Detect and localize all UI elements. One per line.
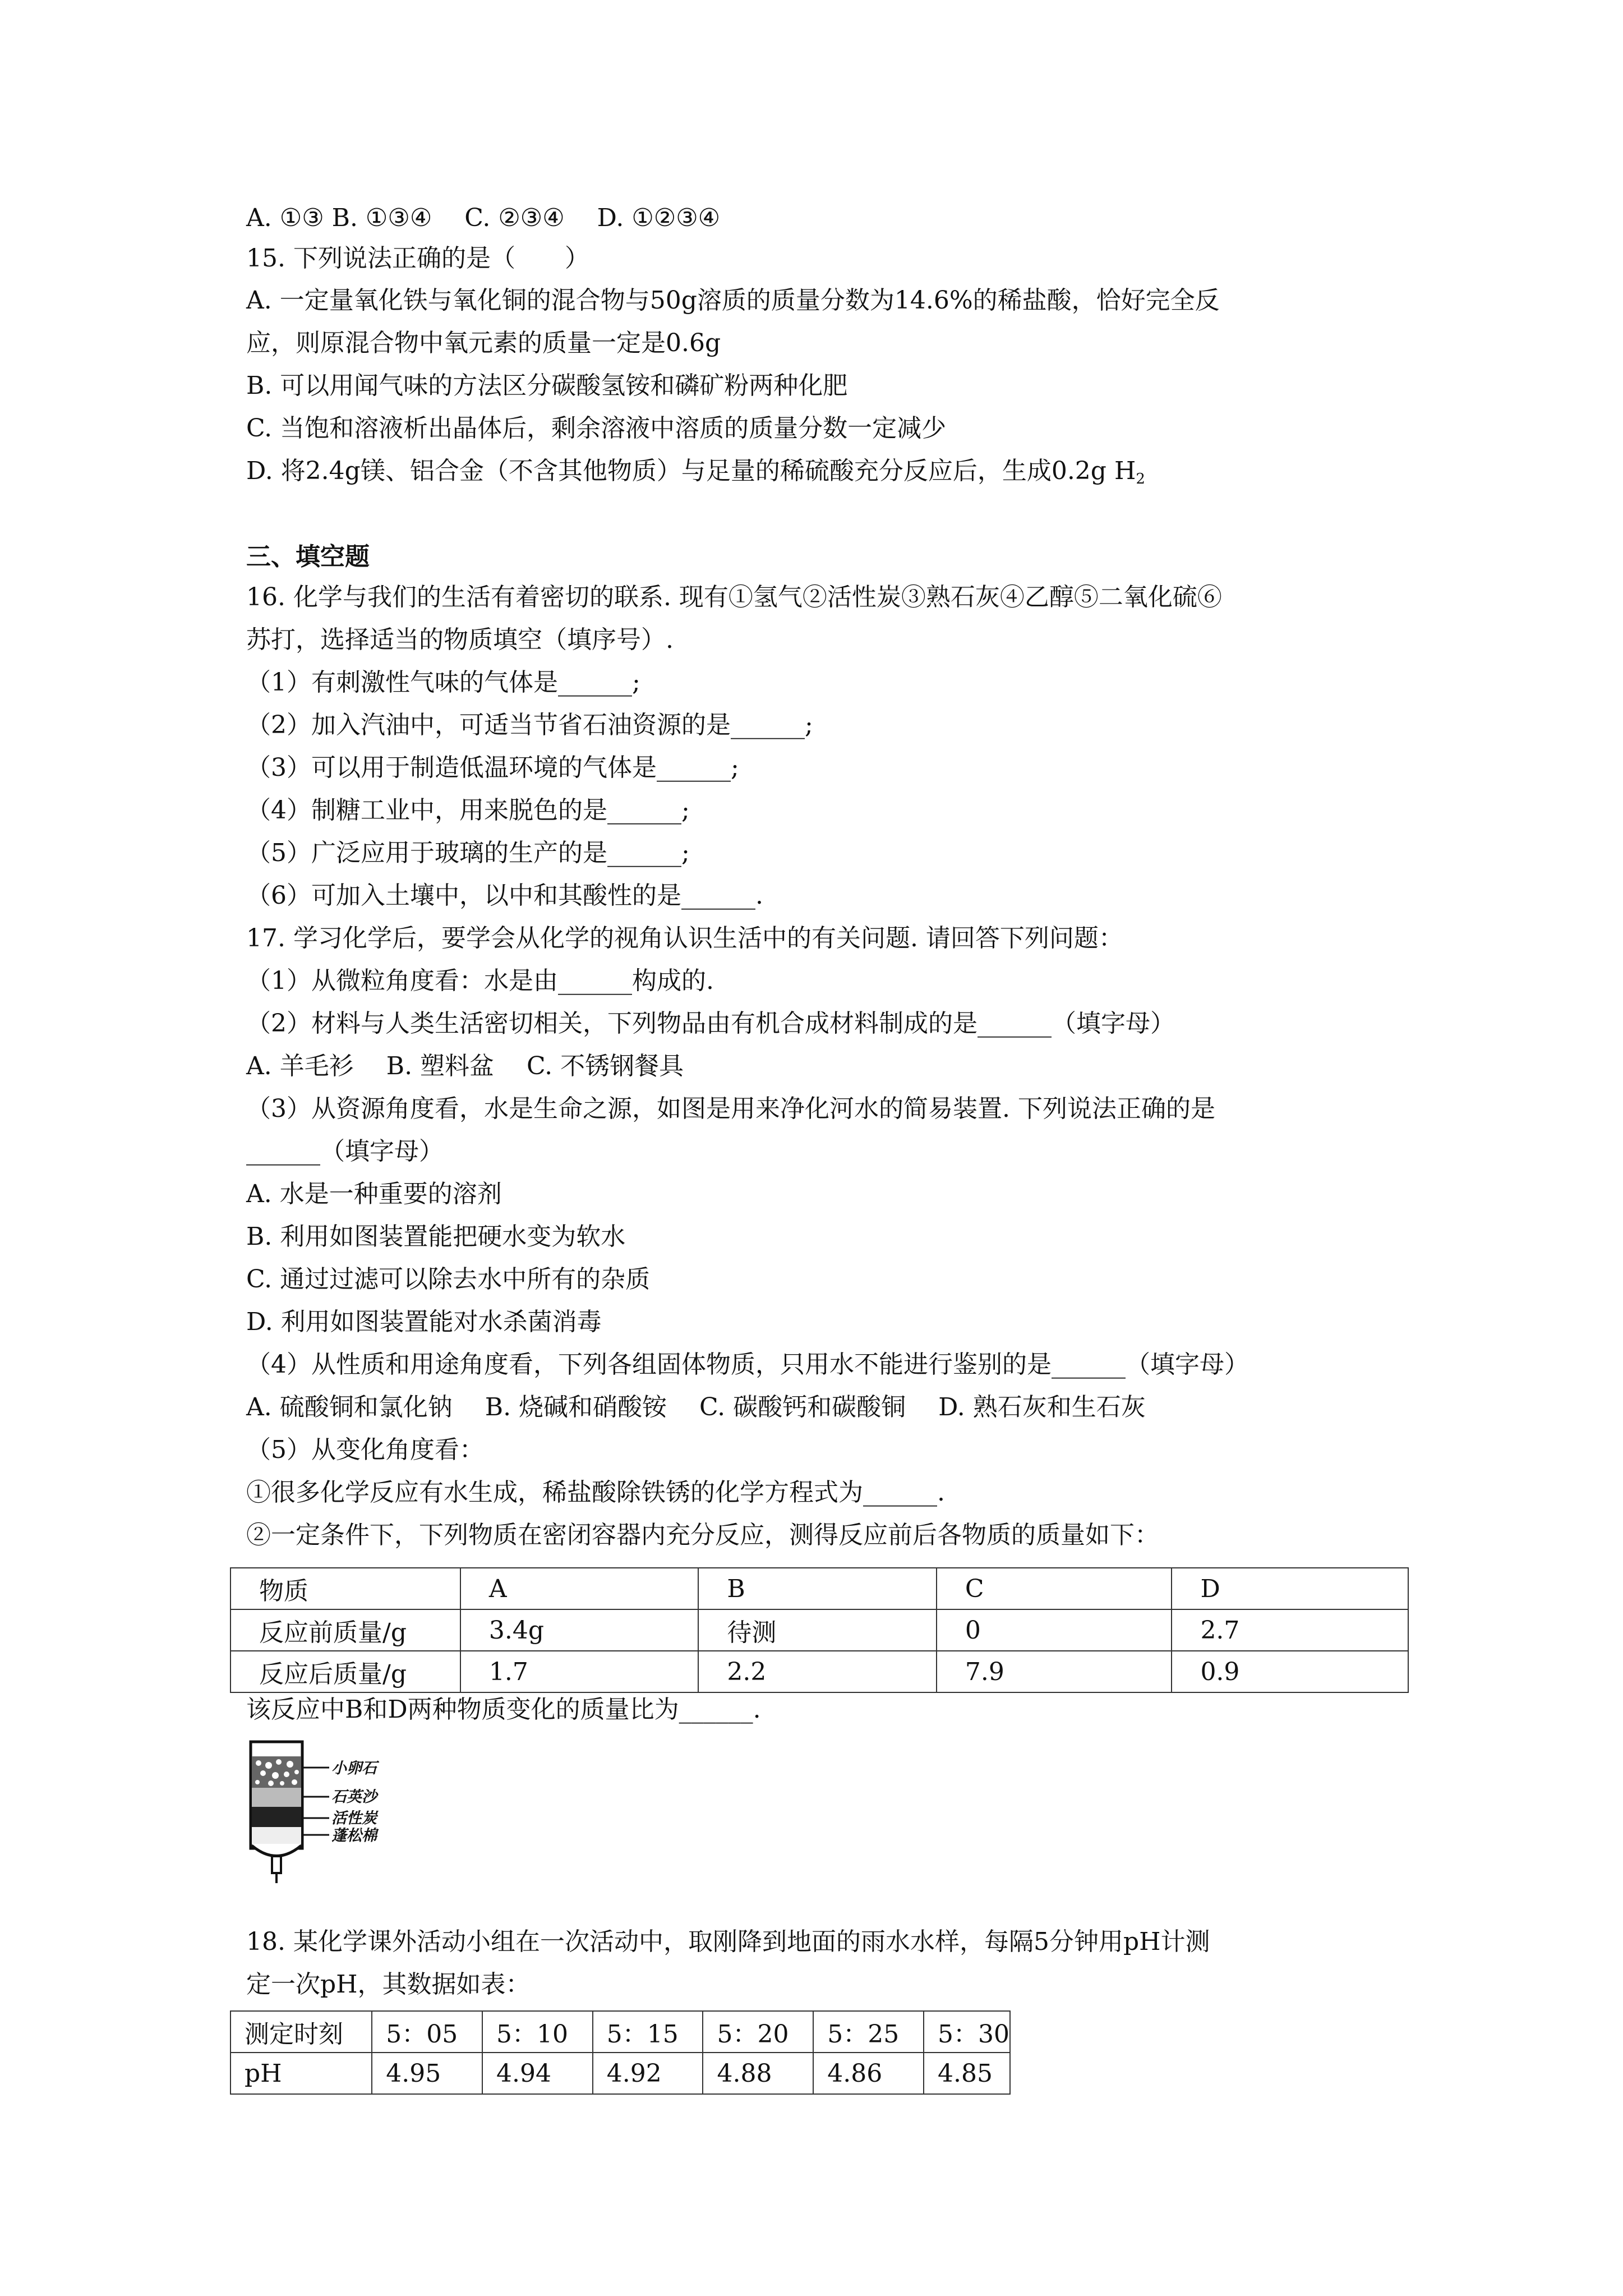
- table-cell: D: [1172, 1568, 1408, 1609]
- q16-part-2: （2）加入汽油中，可适当节省石油资源的是______;: [246, 711, 813, 739]
- table-cell: 4.94: [482, 2053, 593, 2094]
- q17-part-5-sub-1: ①很多化学反应有水生成，稀盐酸除铁锈的化学方程式为______.: [246, 1478, 945, 1507]
- q16-part-3: （3）可以用于制造低温环境的气体是______;: [246, 753, 739, 782]
- q17-part-4-options: A. 硫酸铜和氯化钠 B. 烧碱和硝酸铵 C. 碳酸钙和碳酸铜 D. 熟石灰和生石灰: [246, 1393, 1146, 1421]
- q17-part-3-cont: ______（填字母）: [246, 1137, 444, 1166]
- q14-options: A. ①③ B. ①③④ C. ②③④ D. ①②③④: [246, 204, 721, 232]
- mass-table: [230, 1567, 1409, 1693]
- q16-part-4: （4）制糖工业中，用来脱色的是______;: [246, 796, 690, 825]
- section-heading: 三、填空题: [246, 542, 370, 571]
- table-row: [230, 2011, 1010, 2053]
- figure-label: 小卵石: [331, 1760, 377, 1777]
- table-cell: A: [460, 1568, 699, 1609]
- q15-option-d: D. 将2.4g镁、铝合金（不含其他物质）与足量的稀硫酸充分反应后，生成0.2g $H_2$: [246, 457, 1145, 487]
- q16-part-5: （5）广泛应用于玻璃的生产的是______;: [246, 839, 690, 867]
- table-cell: 测定时刻: [230, 2011, 372, 2053]
- q17-part-5-sub-2: ②一定条件下，下列物质在密闭容器内充分反应，测得反应前后各物质的质量如下：: [246, 1521, 1159, 1549]
- q15-stem: 15. 下列说法正确的是（ ）: [246, 244, 589, 273]
- q17-part-3-option-a: A. 水是一种重要的溶剂: [246, 1180, 502, 1208]
- table-cell: 4.92: [593, 2053, 703, 2094]
- table-cell: C: [937, 1568, 1172, 1609]
- water-filter-figure: [246, 1736, 403, 1888]
- table-cell: 5：15: [593, 2011, 703, 2053]
- q17-part-2: （2）材料与人类生活密切相关，下列物品由有机合成材料制成的是______（填字母）: [246, 1009, 1175, 1038]
- table-cell: 5：30: [924, 2011, 1010, 2053]
- q15-option-c: C. 当饱和溶液析出晶体后，剩余溶液中溶质的质量分数一定减少: [246, 414, 947, 443]
- q17-stem: 17. 学习化学后，要学会从化学的视角认识生活中的有关问题. 请回答下列问题：: [246, 924, 1123, 953]
- figure-label: 蓬松棉: [331, 1827, 377, 1844]
- q17-part-5: （5）从变化角度看：: [246, 1435, 484, 1464]
- q17-part-3-option-b: B. 利用如图装置能把硬水变为软水: [246, 1222, 626, 1251]
- q15-option-a-cont: 应，则原混合物中氧元素的质量一定是0.6g: [246, 329, 721, 357]
- table-cell: 2.7: [1172, 1609, 1408, 1651]
- q17-part-4: （4）从性质和用途角度看，下列各组固体物质，只用水不能进行鉴别的是______（填字母）: [246, 1350, 1249, 1379]
- table-cell: B: [698, 1568, 937, 1609]
- table-cell: 4.95: [372, 2053, 482, 2094]
- table-cell: 3.4g: [460, 1609, 699, 1651]
- table-cell: 0: [937, 1609, 1172, 1651]
- table-cell: 2.2: [698, 1651, 937, 1692]
- q18-stem-cont: 定一次pH，其数据如表：: [246, 1970, 531, 1999]
- table-cell: 待测: [698, 1609, 937, 1651]
- q17-part-1: （1）从微粒角度看：水是由______构成的.: [246, 967, 714, 995]
- table-cell: 1.7: [460, 1651, 699, 1692]
- q15-option-b: B. 可以用闻气味的方法区分碳酸氢铵和磷矿粉两种化肥: [246, 371, 848, 400]
- q17-part-5-ratio: 该反应中B和D两种物质变化的质量比为______.: [246, 1695, 761, 1724]
- table-cell: 5：05: [372, 2011, 482, 2053]
- table-row: [230, 1568, 1408, 1609]
- q16-part-1: （1）有刺激性气味的气体是______;: [246, 668, 640, 697]
- table-cell: 4.86: [813, 2053, 924, 2094]
- table-row: [230, 1651, 1408, 1692]
- q16-stem-cont: 苏打，选择适当的物质填空（填序号）.: [246, 625, 674, 654]
- table-cell: 5：10: [482, 2011, 593, 2053]
- table-cell: pH: [230, 2053, 372, 2094]
- table-cell: 反应前质量/g: [230, 1609, 460, 1651]
- figure-label: 活性炭: [331, 1810, 377, 1827]
- table-cell: 物质: [230, 1568, 460, 1609]
- table-cell: 5：20: [703, 2011, 813, 2053]
- q17-part-2-options: A. 羊毛衫 B. 塑料盆 C. 不锈钢餐具: [246, 1052, 684, 1080]
- ph-table: [230, 2010, 1011, 2095]
- table-row: [230, 1609, 1408, 1651]
- table-cell: 5：25: [813, 2011, 924, 2053]
- table-cell: 7.9: [937, 1651, 1172, 1692]
- q16-stem: 16. 化学与我们的生活有着密切的联系. 现有①氢气②活性炭③熟石灰④乙醇⑤二氧化硫⑥: [246, 583, 1222, 611]
- q15-option-a: A. 一定量氧化铁与氧化铜的混合物与50g溶质的质量分数为14.6%的稀盐酸，恰好完全反: [246, 286, 1220, 315]
- q17-part-3-option-c: C. 通过过滤可以除去水中所有的杂质: [246, 1265, 651, 1294]
- table-cell: 4.85: [924, 2053, 1010, 2094]
- table-row: [230, 2053, 1010, 2094]
- q17-part-3: （3）从资源角度看，水是生命之源，如图是用来净化河水的简易装置. 下列说法正确的是: [246, 1094, 1215, 1123]
- figure-label: 石英沙: [331, 1788, 377, 1806]
- q16-part-6: （6）可加入土壤中，以中和其酸性的是______.: [246, 881, 763, 910]
- table-cell: 0.9: [1172, 1651, 1408, 1692]
- table-cell: 反应后质量/g: [230, 1651, 460, 1692]
- q17-part-3-option-d: D. 利用如图装置能对水杀菌消毒: [246, 1308, 602, 1336]
- q18-stem: 18. 某化学课外活动小组在一次活动中，取刚降到地面的雨水水样，每隔5分钟用pH计测: [246, 1927, 1210, 1956]
- table-cell: 4.88: [703, 2053, 813, 2094]
